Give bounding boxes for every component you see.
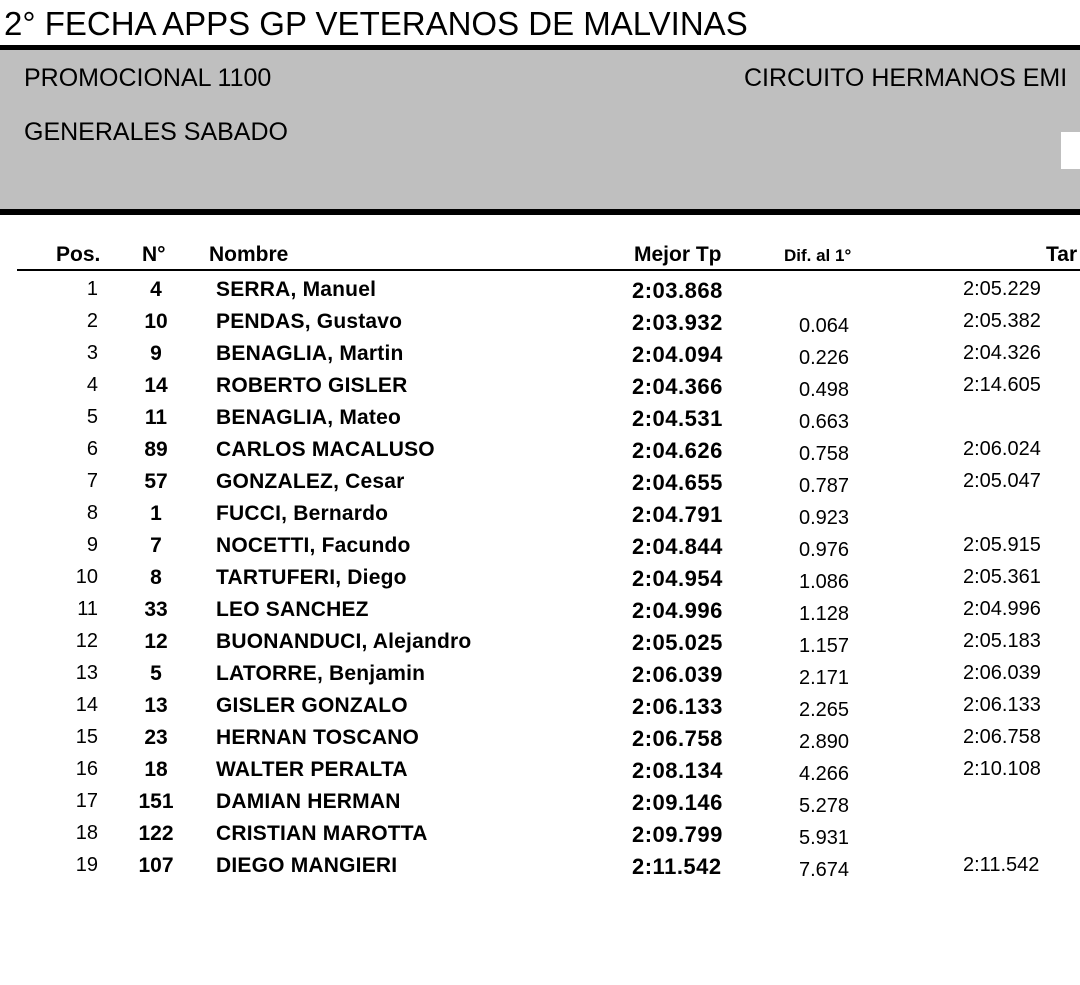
session-label: GENERALES SABADO	[24, 118, 288, 146]
driver-name-cell: LATORRE, Benjamin	[216, 662, 426, 685]
table-row	[0, 308, 1080, 340]
position-cell: 14	[75, 694, 98, 716]
table-row	[0, 436, 1080, 468]
lap-time-cell: 2:05.361	[963, 566, 1041, 588]
logo-placeholder	[1061, 132, 1080, 169]
table-row	[0, 500, 1080, 532]
car-number-cell: 33	[144, 598, 168, 621]
gap-cell: 5.931	[799, 827, 850, 849]
driver-name-cell: BUONANDUCI, Alejandro	[216, 630, 472, 653]
gap-cell: 0.758	[799, 443, 850, 465]
table-row	[0, 404, 1080, 436]
table-row	[0, 820, 1080, 852]
col-header-pos: Pos.	[56, 243, 101, 266]
gap-cell: 2.171	[799, 667, 850, 689]
driver-name-cell: PENDAS, Gustavo	[216, 310, 403, 333]
col-header-lap: Tar	[1046, 243, 1078, 266]
table-row	[0, 276, 1080, 308]
position-cell: 11	[77, 598, 98, 620]
position-cell: 9	[86, 534, 98, 556]
circuit-label: CIRCUITO HERMANOS EMI	[744, 64, 1068, 92]
position-cell: 12	[75, 630, 98, 652]
position-cell: 4	[86, 374, 98, 396]
best-time-cell: 2:04.626	[632, 438, 723, 463]
position-cell: 15	[75, 726, 98, 748]
position-cell: 3	[86, 342, 98, 364]
car-number-cell: 10	[144, 310, 168, 333]
position-cell: 16	[75, 758, 98, 780]
table-row	[0, 724, 1080, 756]
driver-name-cell: LEO SANCHEZ	[216, 598, 369, 621]
driver-name-cell: WALTER PERALTA	[216, 758, 408, 781]
driver-name-cell: CRISTIAN MAROTTA	[216, 822, 428, 845]
best-time-cell: 2:08.134	[632, 758, 723, 783]
best-time-cell: 2:09.799	[632, 822, 723, 847]
best-time-cell: 2:04.996	[632, 598, 723, 623]
driver-name-cell: BENAGLIA, Martin	[216, 342, 404, 365]
table-row	[0, 628, 1080, 660]
table-row	[0, 692, 1080, 724]
car-number-cell: 8	[150, 566, 162, 589]
driver-name-cell: DIEGO MANGIERI	[216, 854, 398, 877]
best-time-cell: 2:04.844	[632, 534, 723, 559]
table-row	[0, 532, 1080, 564]
car-number-cell: 4	[150, 278, 162, 301]
driver-name-cell: FUCCI, Bernardo	[216, 502, 389, 525]
best-time-cell: 2:04.531	[632, 406, 723, 431]
table-row	[0, 596, 1080, 628]
position-cell: 8	[86, 502, 98, 524]
best-time-cell: 2:06.133	[632, 694, 723, 719]
car-number-cell: 12	[144, 630, 168, 653]
position-cell: 5	[86, 406, 98, 428]
lap-time-cell: 2:06.024	[963, 438, 1041, 460]
results-table	[0, 276, 1080, 884]
driver-name-cell: TARTUFERI, Diego	[216, 566, 407, 589]
position-cell: 18	[75, 822, 98, 844]
position-cell: 13	[75, 662, 98, 684]
gap-cell: 0.226	[799, 347, 850, 369]
lap-time-cell: 2:05.047	[963, 470, 1041, 492]
gap-cell: 4.266	[799, 763, 850, 785]
lap-time-cell: 2:10.108	[963, 758, 1041, 780]
lap-time-cell: 2:04.326	[963, 342, 1041, 364]
position-cell: 1	[86, 278, 98, 300]
col-header-dif: Dif. al 1°	[784, 246, 852, 265]
best-time-cell: 2:04.094	[632, 342, 723, 367]
table-row	[0, 852, 1080, 884]
position-cell: 10	[75, 566, 98, 588]
lap-time-cell: 2:04.996	[963, 598, 1041, 620]
driver-name-cell: DAMIAN HERMAN	[216, 790, 401, 813]
table-row	[0, 788, 1080, 820]
lap-time-cell: 2:05.382	[963, 310, 1041, 332]
page-title: 2° FECHA APPS GP VETERANOS DE MALVINAS	[4, 5, 748, 42]
category-label: PROMOCIONAL 1100	[24, 64, 272, 92]
gap-cell: 2.265	[799, 699, 850, 721]
car-number-cell: 18	[144, 758, 168, 781]
car-number-cell: 7	[150, 534, 162, 557]
info-band	[0, 50, 1080, 209]
car-number-cell: 107	[138, 854, 174, 877]
best-time-cell: 2:09.146	[632, 790, 723, 815]
best-time-cell: 2:05.025	[632, 630, 723, 655]
gap-cell: 1.157	[799, 635, 850, 657]
band-bottom-divider	[0, 209, 1080, 215]
best-time-cell: 2:11.542	[632, 854, 722, 879]
lap-time-cell: 2:06.039	[963, 662, 1041, 684]
best-time-cell: 2:04.366	[632, 374, 723, 399]
best-time-cell: 2:03.932	[632, 310, 723, 335]
position-cell: 19	[75, 854, 98, 876]
position-cell: 17	[75, 790, 98, 812]
table-row	[0, 564, 1080, 596]
best-time-cell: 2:04.954	[632, 566, 723, 591]
driver-name-cell: NOCETTI, Facundo	[216, 534, 411, 557]
best-time-cell: 2:04.655	[632, 470, 723, 495]
gap-cell: 0.976	[799, 539, 850, 561]
table-row	[0, 340, 1080, 372]
col-header-num: N°	[142, 243, 166, 266]
position-cell: 7	[86, 470, 98, 492]
table-row	[0, 468, 1080, 500]
gap-cell: 0.064	[799, 315, 850, 337]
table-row	[0, 660, 1080, 692]
lap-time-cell: 2:05.183	[963, 630, 1041, 652]
driver-name-cell: ROBERTO GISLER	[216, 374, 408, 397]
gap-cell: 1.128	[799, 603, 850, 625]
car-number-cell: 13	[144, 694, 168, 717]
position-cell: 2	[86, 310, 98, 332]
driver-name-cell: CARLOS MACALUSO	[216, 438, 435, 461]
lap-time-cell: 2:14.605	[963, 374, 1041, 396]
car-number-cell: 151	[138, 790, 174, 813]
gap-cell: 0.498	[799, 379, 850, 401]
driver-name-cell: GISLER GONZALO	[216, 694, 408, 717]
gap-cell: 1.086	[799, 571, 850, 593]
lap-time-cell: 2:05.229	[963, 278, 1041, 300]
best-time-cell: 2:04.791	[632, 502, 723, 527]
table-row	[0, 756, 1080, 788]
driver-name-cell: HERNAN TOSCANO	[216, 726, 420, 749]
col-header-name: Nombre	[209, 243, 289, 266]
car-number-cell: 5	[150, 662, 162, 685]
car-number-cell: 1	[150, 502, 162, 525]
car-number-cell: 122	[138, 822, 174, 845]
gap-cell: 0.787	[799, 475, 850, 497]
best-time-cell: 2:06.039	[632, 662, 723, 687]
gap-cell: 5.278	[799, 795, 850, 817]
best-time-cell: 2:03.868	[632, 278, 723, 303]
gap-cell: 0.923	[799, 507, 850, 529]
header-rule	[17, 269, 1080, 271]
gap-cell: 2.890	[799, 731, 850, 753]
table-row	[0, 372, 1080, 404]
lap-time-cell: 2:06.133	[963, 694, 1041, 716]
car-number-cell: 14	[144, 374, 168, 397]
car-number-cell: 23	[144, 726, 168, 749]
col-header-best: Mejor Tp	[634, 243, 722, 266]
driver-name-cell: SERRA, Manuel	[216, 278, 377, 301]
lap-time-cell: 2:05.915	[963, 534, 1041, 556]
position-cell: 6	[86, 438, 98, 460]
gap-cell: 0.663	[799, 411, 850, 433]
car-number-cell: 57	[144, 470, 168, 493]
car-number-cell: 9	[150, 342, 162, 365]
best-time-cell: 2:06.758	[632, 726, 723, 751]
car-number-cell: 11	[144, 406, 168, 429]
driver-name-cell: BENAGLIA, Mateo	[216, 406, 402, 429]
car-number-cell: 89	[144, 438, 168, 461]
lap-time-cell: 2:06.758	[963, 726, 1041, 748]
gap-cell: 7.674	[799, 859, 850, 881]
lap-time-cell: 2:11.542	[963, 854, 1040, 876]
driver-name-cell: GONZALEZ, Cesar	[216, 470, 405, 493]
